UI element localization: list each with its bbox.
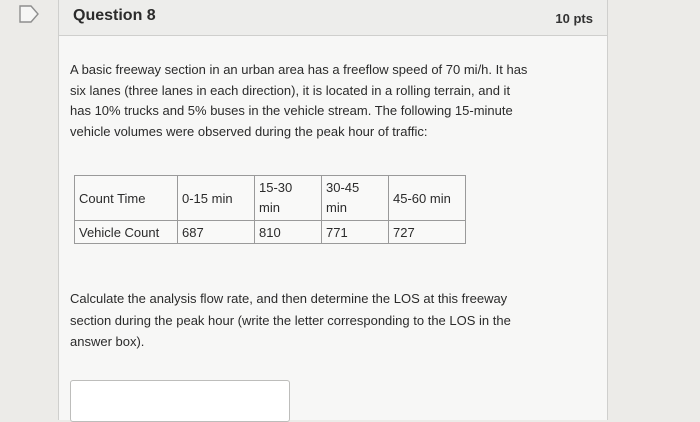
header-30-45 (322, 176, 389, 221)
question-card (58, 0, 608, 420)
row-label-vehicle-count: Vehicle Count (75, 221, 178, 244)
cell-0-15: 687 (178, 221, 255, 244)
header-0-15: 0-15 min (178, 176, 255, 221)
header-15-30-line1: 15-30 (259, 180, 293, 195)
table-header-row (75, 176, 466, 221)
cell-30-45: 771 (322, 221, 389, 244)
prompt-line: A basic freeway section in an urban area has a freeflow speed of 70 mi/h. It has (70, 62, 528, 77)
table-row (75, 221, 466, 244)
question-ask (70, 288, 570, 353)
header-count-time: Count Time (75, 176, 178, 221)
ask-line: answer box). (70, 334, 145, 349)
volume-table (74, 175, 466, 244)
prompt-line: vehicle volumes were observed during the peak hour of traffic: (70, 123, 428, 139)
header-30-45-line2: min (326, 200, 347, 215)
cell-45-60: 727 (389, 221, 466, 244)
header-15-30 (255, 176, 322, 221)
header-15-30-line2: min (259, 200, 280, 215)
header-45-60: 45-60 min (389, 176, 466, 221)
question-title: Question 8 (73, 7, 156, 24)
prompt-line: has 10% trucks and 5% buses in the vehicle stream. The following 15-minute (70, 103, 513, 118)
ask-line: Calculate the analysis flow rate, and then determine the LOS at this freeway (70, 291, 508, 306)
question-points: 10 pts (555, 11, 593, 26)
answer-input[interactable] (70, 380, 290, 422)
ask-line: section during the peak hour (write the letter corresponding to the LOS in the (70, 312, 511, 328)
question-header (59, 0, 607, 36)
cell-15-30: 810 (255, 221, 322, 244)
header-30-45-line1: 30-45 (326, 180, 360, 195)
prompt-line: six lanes (three lanes in each direction), it is located in a rolling terrain, and it (70, 82, 511, 98)
bookmark-flag-icon[interactable] (18, 4, 42, 24)
question-prompt (70, 60, 546, 142)
